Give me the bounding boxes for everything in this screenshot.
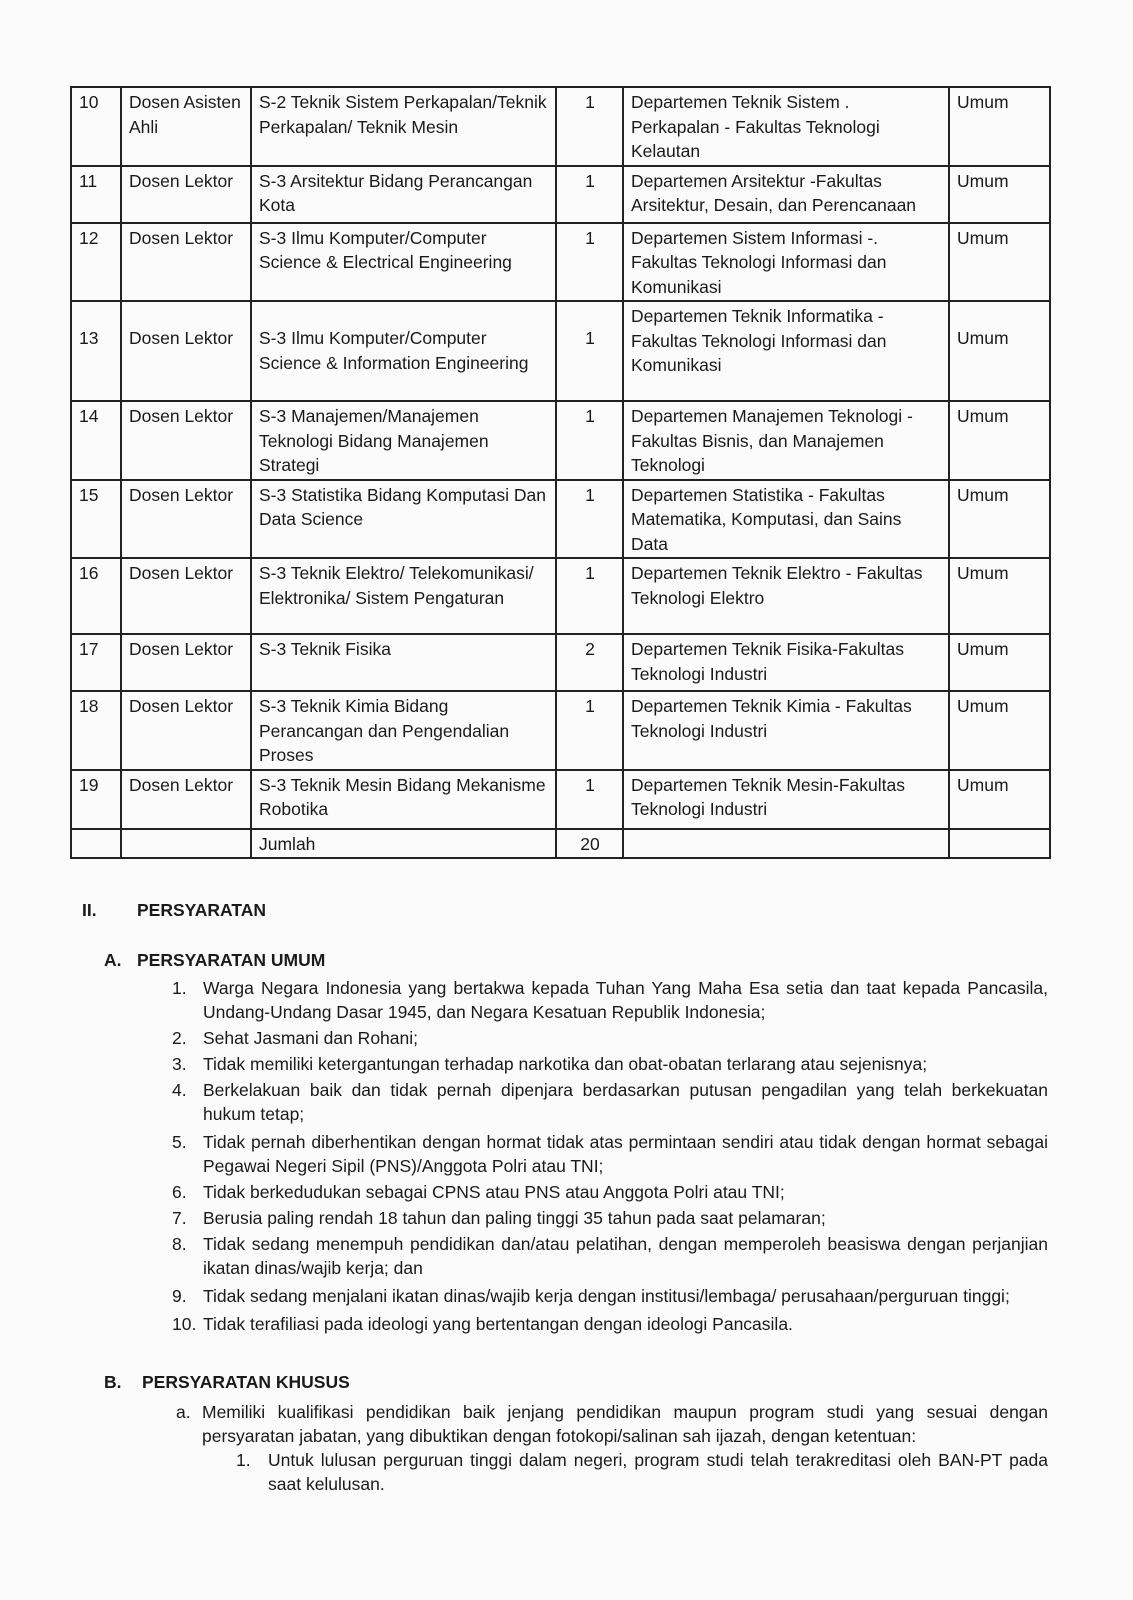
- total-value: 20: [556, 829, 623, 859]
- item-text: Memiliki kualifikasi pendidikan baik jenjang pendidikan maupun program studi yang sesuai dengan persyaratan jabatan, yang dibuktikan dengan fotokopi/salinan sah ijazah, dengan ketentuan:: [202, 1402, 1048, 1446]
- empty-cell: [949, 829, 1050, 859]
- item-number: 6.: [172, 1182, 187, 1202]
- subsection-umum-heading: [104, 948, 325, 972]
- position-cell: Dosen Lektor: [121, 480, 251, 559]
- type-cell: Umum: [949, 480, 1050, 559]
- unit-cell: Departemen Teknik Elektro - Fakultas Teknologi Elektro: [623, 558, 949, 634]
- item-text: Tidak sedang menempuh pendidikan dan/atau pelatihan, dengan memperoleh beasiswa dengan perjanjian ikatan dinas/wajib kerja; dan: [203, 1234, 1048, 1278]
- type-cell: Umum: [949, 301, 1050, 401]
- item-text: Tidak berkedudukan sebagai CPNS atau PNS atau Anggota Polri atau TNI;: [203, 1182, 785, 1202]
- special-requirement-item: [176, 1400, 1048, 1448]
- item-text: Tidak memiliki ketergantungan terhadap narkotika dan obat-obatan terlarang atau sejenisnya;: [203, 1054, 928, 1074]
- row-number: 17: [71, 634, 121, 691]
- quota-cell: 1: [556, 558, 623, 634]
- quota-cell: 1: [556, 223, 623, 302]
- position-cell: Dosen Lektor: [121, 634, 251, 691]
- sub-requirement-item: [236, 1448, 1048, 1496]
- qualification-cell: S-3 Statistika Bidang Komputasi Dan Data Science: [251, 480, 556, 559]
- row-number: 11: [71, 166, 121, 223]
- item-number: 2.: [172, 1028, 187, 1048]
- quota-cell: 1: [556, 770, 623, 829]
- item-text: Berusia paling rendah 18 tahun dan paling tinggi 35 tahun pada saat pelamaran;: [203, 1208, 826, 1228]
- item-number: 9.: [172, 1286, 187, 1306]
- subsection-letter: A.: [104, 950, 122, 970]
- subsection-khusus-heading: [104, 1370, 350, 1394]
- type-cell: Umum: [949, 770, 1050, 829]
- unit-cell: Departemen Arsitektur -Fakultas Arsitektur, Desain, dan Perencanaan: [623, 166, 949, 223]
- row-number: 12: [71, 223, 121, 302]
- quota-cell: 1: [556, 691, 623, 770]
- quota-cell: 1: [556, 301, 623, 401]
- requirement-item: [172, 1026, 1048, 1050]
- qualification-cell: S-3 Ilmu Komputer/Computer Science & Electrical Engineering: [251, 223, 556, 302]
- general-requirements: [172, 976, 1048, 1336]
- requirement-item: [172, 976, 1048, 1024]
- item-number: 8.: [172, 1234, 187, 1254]
- quota-cell: 1: [556, 401, 623, 480]
- section-title: PERSYARATAN: [137, 900, 267, 920]
- qualification-cell: S-3 Teknik Mesin Bidang Mekanisme Robotika: [251, 770, 556, 829]
- requirement-item: [172, 1312, 1048, 1336]
- item-number: 4.: [172, 1080, 187, 1100]
- total-row: [71, 829, 1050, 859]
- item-text: Untuk lulusan perguruan tinggi dalam negeri, program studi telah terakreditasi oleh BAN-PT pada saat kelulusan.: [268, 1450, 1048, 1494]
- requirement-item: [172, 1078, 1048, 1126]
- row-number: 13: [71, 301, 121, 401]
- table-row: [71, 87, 1050, 166]
- section-number: II.: [82, 900, 97, 920]
- item-text: Sehat Jasmani dan Rohani;: [203, 1028, 418, 1048]
- type-cell: Umum: [949, 558, 1050, 634]
- table-row: [71, 770, 1050, 829]
- position-cell: Dosen Lektor: [121, 223, 251, 302]
- requirement-item: [172, 1130, 1048, 1178]
- type-cell: Umum: [949, 634, 1050, 691]
- empty-cell: [121, 829, 251, 859]
- quota-cell: 1: [556, 166, 623, 223]
- item-number: 10.: [172, 1314, 197, 1334]
- table-row: [71, 223, 1050, 302]
- requirement-item: [172, 1232, 1048, 1280]
- general-requirements-list: [172, 976, 1048, 1336]
- row-number: 19: [71, 770, 121, 829]
- position-cell: Dosen Lektor: [121, 558, 251, 634]
- type-cell: Umum: [949, 691, 1050, 770]
- table-row: [71, 480, 1050, 559]
- position-cell: Dosen Asisten Ahli: [121, 87, 251, 166]
- qualification-cell: S-3 Teknik Fisika: [251, 634, 556, 691]
- position-cell: Dosen Lektor: [121, 401, 251, 480]
- special-requirements: [176, 1400, 1048, 1448]
- qualification-cell: S-3 Teknik Elektro/ Telekomunikasi/ Elektronika/ Sistem Pengaturan: [251, 558, 556, 634]
- item-text: Warga Negara Indonesia yang bertakwa kepada Tuhan Yang Maha Esa setia dan taat kepada Pancasila, Undang-Undang Dasar 1945, dan Negara Kesatuan Republik Indonesia;: [203, 978, 1048, 1022]
- unit-cell: Departemen Teknik Kimia - Fakultas Teknologi Industri: [623, 691, 949, 770]
- type-cell: Umum: [949, 223, 1050, 302]
- row-number: 15: [71, 480, 121, 559]
- unit-cell: Departemen Teknik Mesin-Fakultas Teknologi Industri: [623, 770, 949, 829]
- table-row: [71, 166, 1050, 223]
- position-cell: Dosen Lektor: [121, 166, 251, 223]
- qualification-cell: S-3 Teknik Kimia Bidang Perancangan dan Pengendalian Proses: [251, 691, 556, 770]
- special-sub-list: [236, 1448, 1048, 1496]
- item-number: 7.: [172, 1208, 187, 1228]
- unit-cell: Departemen Teknik Sistem . Perkapalan - Fakultas Teknologi Kelautan: [623, 87, 949, 166]
- total-label: Jumlah: [251, 829, 556, 859]
- item-number: 3.: [172, 1054, 187, 1074]
- qualification-cell: S-3 Ilmu Komputer/Computer Science & Information Engineering: [251, 301, 556, 401]
- row-number: 14: [71, 401, 121, 480]
- row-number: 10: [71, 87, 121, 166]
- subsection-title: PERSYARATAN UMUM: [137, 950, 326, 970]
- row-number: 16: [71, 558, 121, 634]
- position-cell: Dosen Lektor: [121, 770, 251, 829]
- table-row: [71, 634, 1050, 691]
- requirement-item: [172, 1180, 1048, 1204]
- empty-cell: [623, 829, 949, 859]
- item-text: Tidak terafiliasi pada ideologi yang bertentangan dengan ideologi Pancasila.: [203, 1314, 793, 1334]
- requirement-item: [172, 1206, 1048, 1230]
- item-text: Tidak pernah diberhentikan dengan hormat tidak atas permintaan sendiri atau tidak dengan hormat sebagai Pegawai Negeri Sipil (PNS)/Anggota Polri atau TNI;: [203, 1132, 1048, 1176]
- position-cell: Dosen Lektor: [121, 691, 251, 770]
- unit-cell: Departemen Teknik Informatika - Fakultas Teknologi Informasi dan Komunikasi: [623, 301, 949, 401]
- table-row: [71, 691, 1050, 770]
- type-cell: Umum: [949, 401, 1050, 480]
- empty-cell: [71, 829, 121, 859]
- table-row: [71, 558, 1050, 634]
- formation-table: [70, 86, 1051, 859]
- unit-cell: Departemen Sistem Informasi -. Fakultas Teknologi Informasi dan Komunikasi: [623, 223, 949, 302]
- quota-cell: 1: [556, 480, 623, 559]
- row-number: 18: [71, 691, 121, 770]
- unit-cell: Departemen Manajemen Teknologi - Fakultas Bisnis, dan Manajemen Teknologi: [623, 401, 949, 480]
- table-row: [71, 301, 1050, 401]
- qualification-cell: S-2 Teknik Sistem Perkapalan/Teknik Perkapalan/ Teknik Mesin: [251, 87, 556, 166]
- qualification-cell: S-3 Arsitektur Bidang Perancangan Kota: [251, 166, 556, 223]
- item-number: 5.: [172, 1132, 187, 1152]
- qualification-cell: S-3 Manajemen/Manajemen Teknologi Bidang Manajemen Strategi: [251, 401, 556, 480]
- item-number: 1.: [236, 1450, 251, 1470]
- quota-cell: 1: [556, 87, 623, 166]
- item-text: Tidak sedang menjalani ikatan dinas/wajib kerja dengan institusi/lembaga/ perusahaan/perguruan tinggi;: [203, 1286, 1010, 1306]
- subsection-title: PERSYARATAN KHUSUS: [142, 1372, 350, 1392]
- requirement-item: [172, 1284, 1048, 1308]
- section-heading: [82, 898, 266, 922]
- special-sub-requirements: [236, 1448, 1048, 1496]
- item-text: Berkelakuan baik dan tidak pernah dipenjara berdasarkan putusan pengadilan yang telah berkekuatan hukum tetap;: [203, 1080, 1048, 1124]
- type-cell: Umum: [949, 87, 1050, 166]
- item-number: 1.: [172, 978, 187, 998]
- requirement-item: [172, 1052, 1048, 1076]
- subsection-letter: B.: [104, 1372, 122, 1392]
- table-row: [71, 401, 1050, 480]
- item-marker: a.: [176, 1402, 191, 1422]
- unit-cell: Departemen Teknik Fisika-Fakultas Teknologi Industri: [623, 634, 949, 691]
- type-cell: Umum: [949, 166, 1050, 223]
- position-cell: Dosen Lektor: [121, 301, 251, 401]
- unit-cell: Departemen Statistika - Fakultas Matematika, Komputasi, dan Sains Data: [623, 480, 949, 559]
- quota-cell: 2: [556, 634, 623, 691]
